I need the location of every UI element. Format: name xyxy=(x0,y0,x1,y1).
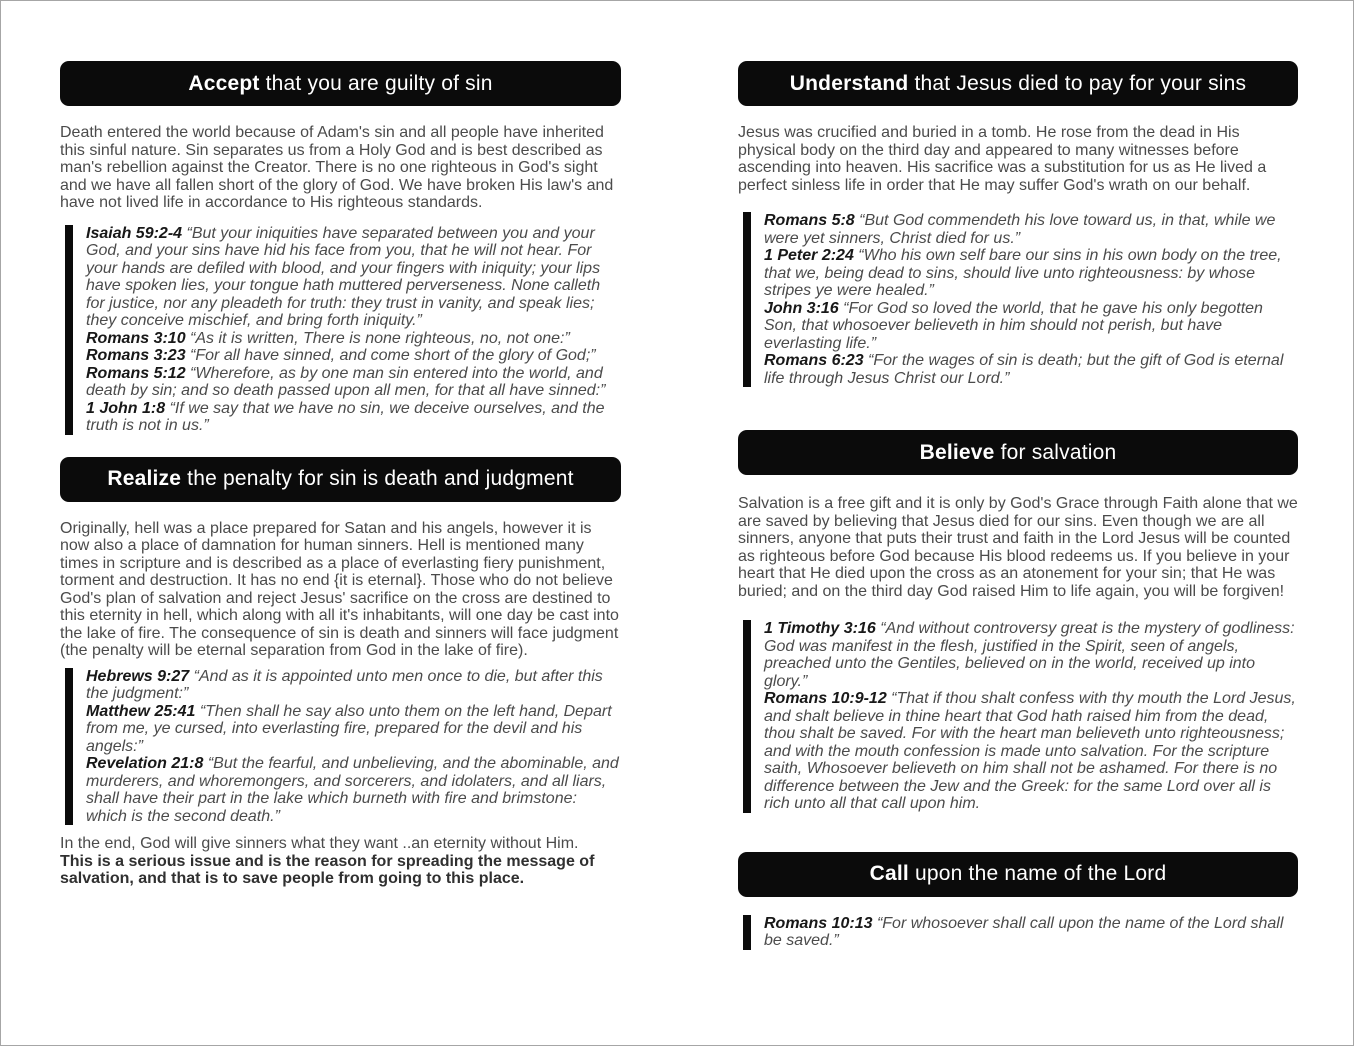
scripture-reference: Romans 10:9-12 xyxy=(764,690,887,707)
quote-body xyxy=(86,668,621,826)
section-header-realize-rest: the penalty for sin is death and judgment xyxy=(181,467,574,490)
scripture-reference: 1 Peter 2:24 xyxy=(764,247,854,264)
scripture-quote-block-believe xyxy=(743,620,1298,813)
scripture-reference: Revelation 21:8 xyxy=(86,755,204,772)
scripture-text: “Wherefore, as by one man sin entered into the world, and death by sin; and so death passed upon all men, for that all have sinned:” xyxy=(86,364,606,399)
quote-rule xyxy=(65,668,73,826)
section-header-accept-rest: that you are guilty of sin xyxy=(259,71,493,95)
paragraph-understand: Jesus was crucified and buried in a tomb. He rose from the dead in His physical body on the third day and appeared to many witnesses before ascending into heaven. His sacrifice was a substitution for us as He lived a perfect sinless life in order that He may suffer God's wrath on our behalf. xyxy=(738,124,1267,194)
scripture-reference: Romans 6:23 xyxy=(764,352,864,369)
scripture-reference: John 3:16 xyxy=(764,299,839,317)
section-header-understand-rest: that Jesus died to pay for your sins xyxy=(908,71,1247,95)
quote-body xyxy=(764,620,1298,813)
scripture-reference: Romans 3:23 xyxy=(86,347,186,364)
scripture-reference: Romans 3:10 xyxy=(86,329,186,347)
scripture-reference: Romans 5:12 xyxy=(86,364,186,382)
scripture-text: “But your iniquities have separated between you and your God, and your sins have hid his face from you, that he will not hear. For your hands are defiled with blood, and your fingers with iniquity; your lips have spoken lies, your tongue hath muttered perverseness. None calleth for justice, nor any pleadeth for truth: they trust in vanity, and speak lies; they conceive mischief, and bring forth iniquity.” xyxy=(86,224,601,329)
paragraph-believe: Salvation is a free gift and it is only by God's Grace through Faith alone that we are saved by believing that Jesus died for our sins. Even though we are all sinners, anyone that puts their trust and faith in the Lord Jesus will be counted as righteous before God because His blood redeems us. If you believe in your heart that He died upon the cross as an atonement for your sin; that He was buried; and on the third day God raised Him to life again, you will be forgiven! xyxy=(738,495,1298,600)
quote-rule xyxy=(743,212,751,387)
quote-rule xyxy=(743,915,751,950)
section-header-call-rest: upon the name of the Lord xyxy=(908,862,1167,885)
scripture-text: “For all have sinned, and come short of the glory of God;” xyxy=(190,347,596,364)
scripture-text: “For God so loved the world, that he gave his only begotten Son, that whosoever believeth in him should not perish, but have everlasting life.” xyxy=(764,299,1263,352)
scripture-quote-block-realize xyxy=(65,668,621,826)
section-header-understand xyxy=(738,61,1298,106)
section-header-accept-keyword: Accept xyxy=(188,71,260,95)
scripture-text: “But the fearful, and unbelieving, and the abominable, and murderers, and whoremongers, and sorcerers, and idolaters, and all liars, shall have their part in the lake which burneth with fire and brimstone: which is the second death.” xyxy=(86,755,619,825)
quote-body xyxy=(764,915,1298,950)
section-header-call-keyword: Call xyxy=(869,862,909,885)
section-header-call xyxy=(738,852,1298,897)
paragraph-realize: Originally, hell was a place prepared for Satan and his angels, however it is now also a place of damnation for human sinners. Hell is mentioned many times in scripture and is described as a place of everlasting fiery punishment, torment and destruction. It has no end {it is eternal}. Those who do not believe God's plan of salvation and reject Jesus' sacrifice on the cross are destined to this eternity in hell, which along with all it's inhabitants, will one day be cast into the lake of fire. The consequence of sin is death and sinners will face judgment (the penalty will be eternal separation from God in the lake of fire). xyxy=(60,519,619,659)
two-column-layout xyxy=(1,1,1353,950)
scripture-reference: Matthew 25:41 xyxy=(86,702,196,720)
section-header-realize xyxy=(60,457,621,502)
section-header-believe xyxy=(738,430,1298,475)
scripture-text: “Then shall he say also unto them on the left hand, Depart from me, ye cursed, into everlasting fire, prepared for the devil and his angels:” xyxy=(86,702,612,755)
scripture-text: “And without controversy great is the mystery of godliness: God was manifest in the flesh, justified in the Spirit, seen of angels, preached unto the Gentiles, believed on in the world, received up into glory.” xyxy=(764,620,1295,690)
scripture-reference: 1 John 1:8 xyxy=(86,399,166,417)
section-header-realize-keyword: Realize xyxy=(107,467,182,490)
quote-body xyxy=(86,225,621,435)
quote-rule xyxy=(743,620,751,813)
scripture-text: “And as it is appointed unto men once to die, but after this the judgment:” xyxy=(86,667,603,702)
scripture-text: “That if thou shalt confess with thy mouth the Lord Jesus, and shalt believe in thine heart that God hath raised him from the dead, thou shalt be saved. For with the heart man believeth unto righteousness; and with the mouth confession is made unto salvation. For the scripture saith, Whosoever believeth on him shall not be ashamed. For there is no difference between the Jew and the Greek: for the same Lord over all is rich unto all that call upon him. xyxy=(764,690,1296,812)
section-header-accept xyxy=(60,61,621,106)
scripture-reference: Romans 5:8 xyxy=(764,212,855,229)
scripture-text: “Who his own self bare our sins in his own body on the tree, that we, being dead to sins, should live unto righteousness: by whose stripes ye were healed.” xyxy=(764,247,1282,299)
closing-normal-line: In the end, God will give sinners what they want ..an eternity without Him. xyxy=(60,835,579,852)
closing-statement xyxy=(60,835,621,888)
closing-bold-lines: This is a serious issue and is the reason for spreading the message of salvation, and that is to save people from going to this place. xyxy=(60,852,595,887)
scripture-reference: 1 Timothy 3:16 xyxy=(764,620,876,637)
scripture-text: “For whosoever shall call upon the name of the Lord shall be saved.” xyxy=(764,914,1284,949)
quote-rule xyxy=(65,225,73,435)
scripture-text: “As it is written, There is none righteous, no, not one:” xyxy=(190,329,570,347)
left-column xyxy=(60,61,621,950)
scripture-text: “For the wages of sin is death; but the gift of God is eternal life through Jesus Christ our Lord.” xyxy=(764,352,1284,387)
scripture-reference: Romans 10:13 xyxy=(764,914,873,932)
scripture-text: “But God commendeth his love toward us, in that, while we were yet sinners, Christ died for us.” xyxy=(764,212,1276,247)
section-header-believe-rest: for salvation xyxy=(994,440,1117,464)
paragraph-accept: Death entered the world because of Adam's sin and all people have inherited this sinful nature. Sin separates us from a Holy God and is best described as man's rebellion against the Creator. There is no one righteous in God's sight and we have all fallen short of the glory of God. We have broken His law's and have not lived life in accordance to His righteous standards. xyxy=(60,124,614,211)
right-column xyxy=(738,61,1298,950)
scripture-text: “If we say that we have no sin, we deceive ourselves, and the truth is not in us.” xyxy=(86,399,605,434)
section-header-believe-keyword: Believe xyxy=(919,440,995,464)
quote-body xyxy=(764,212,1298,387)
scripture-reference: Isaiah 59:2-4 xyxy=(86,224,183,242)
scripture-quote-block-accept xyxy=(65,225,621,435)
scripture-reference: Hebrews 9:27 xyxy=(86,667,190,685)
scripture-quote-block-understand xyxy=(743,212,1298,387)
scripture-quote-block-call xyxy=(743,915,1298,950)
section-header-understand-keyword: Understand xyxy=(789,71,909,95)
